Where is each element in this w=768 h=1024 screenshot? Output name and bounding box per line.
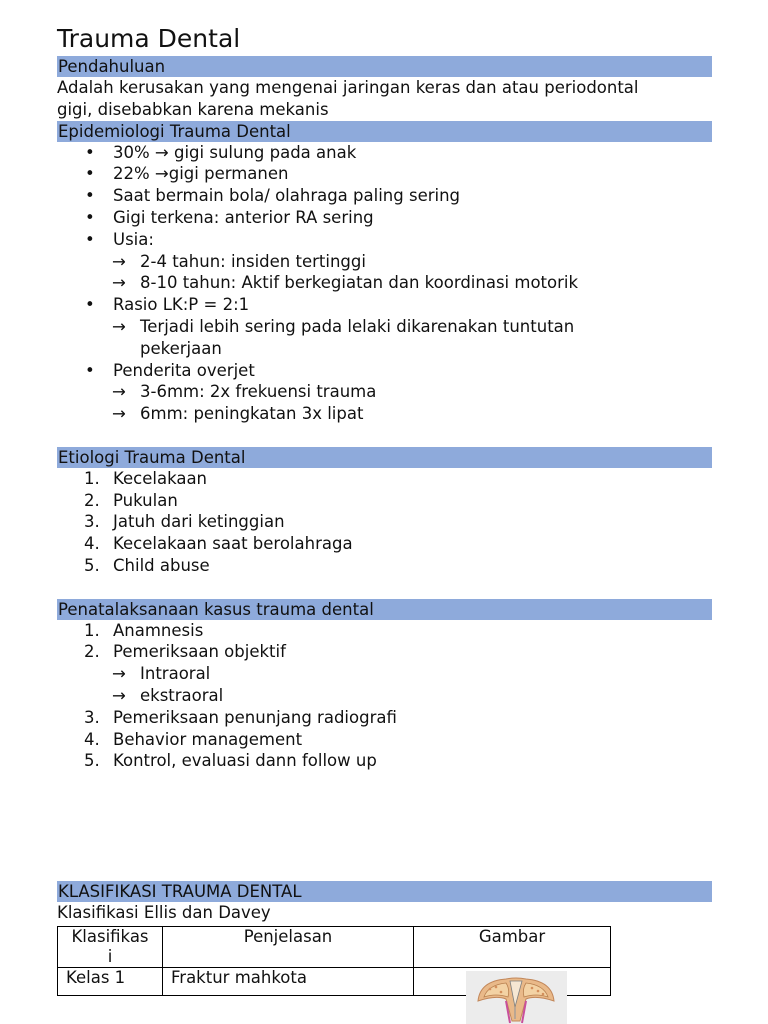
list-item <box>57 207 712 229</box>
list-item-text: Kecelakaan saat berolahraga <box>113 534 353 554</box>
sub-list-item <box>57 381 712 403</box>
list-item <box>57 229 712 251</box>
list-item-text: Gigi terkena: anterior RA sering <box>113 207 374 227</box>
arrow-marker: → <box>112 404 126 424</box>
list-item <box>57 729 712 751</box>
list-item <box>57 185 712 207</box>
list-item-text: 30% → gigi sulung pada anak <box>113 142 357 162</box>
spacer <box>57 577 712 599</box>
sub-list-item-text: 3-6mm: 2x frekuensi trauma <box>140 382 377 402</box>
list-item-text: Pemeriksaan penunjang radiografi <box>113 707 397 727</box>
list-item-text: Kontrol, evaluasi dann follow up <box>113 751 377 771</box>
list-item <box>57 490 712 512</box>
list-item <box>57 468 712 490</box>
number-marker: 1. <box>84 620 100 640</box>
list-item <box>57 555 712 577</box>
table-header-row <box>58 926 611 967</box>
sub-list-item <box>57 663 712 685</box>
table-header-gambar: Gambar <box>414 926 611 967</box>
list-item-text: Kecelakaan <box>113 468 208 488</box>
list-item-text: Saat bermain bola/ olahraga paling sering <box>113 186 461 206</box>
spacer <box>57 772 712 881</box>
header-text-line-1: Klasifikas <box>71 926 149 946</box>
number-marker: 5. <box>84 751 100 771</box>
tooth-fracture-image <box>466 971 567 1024</box>
list-item-text: Usia: <box>113 229 154 249</box>
sub-list-item-text: 8-10 tahun: Aktif berkegiatan dan koordinasi motorik <box>140 273 579 293</box>
list-item <box>57 641 712 663</box>
arrow-marker: → <box>112 316 126 336</box>
list-item <box>57 142 712 164</box>
pendahuluan-text-line-1: Adalah kerusakan yang mengenai jaringan keras dan atau periodontal <box>57 78 639 97</box>
bullet-marker: • <box>85 229 95 249</box>
arrow-marker: → <box>112 251 126 271</box>
number-marker: 4. <box>84 729 100 749</box>
list-item-text: Child abuse <box>113 555 210 575</box>
number-marker: 4. <box>84 534 100 554</box>
number-marker: 1. <box>84 468 100 488</box>
list-item <box>57 294 712 316</box>
sub-list-item-text: ekstraoral <box>140 685 224 705</box>
section-heading-pendahuluan: Pendahuluan <box>57 56 712 77</box>
number-marker: 2. <box>84 490 100 510</box>
sub-list-item-text: 6mm: peningkatan 3x lipat <box>140 404 364 424</box>
bullet-marker: • <box>85 142 95 162</box>
bullet-marker: • <box>85 360 95 380</box>
bullet-marker: • <box>85 207 95 227</box>
penatalaksanaan-list <box>57 620 712 773</box>
tooth-illustration <box>466 971 567 1024</box>
table-cell-penjelasan: Fraktur mahkota <box>163 967 414 995</box>
document-page <box>57 22 712 996</box>
list-item-text: 22% →gigi permanen <box>113 164 289 184</box>
sub-list-item-text: Terjadi lebih sering pada lelaki dikarenakan tuntutan <box>140 316 575 336</box>
number-marker: 3. <box>84 512 100 532</box>
number-marker: 2. <box>84 642 100 662</box>
list-item-text: Anamnesis <box>113 620 204 640</box>
pendahuluan-text-line-2: gigi, disebabkan karena mekanis <box>57 99 329 119</box>
sub-list-item-text: pekerjaan <box>140 338 222 358</box>
number-marker: 3. <box>84 707 100 727</box>
bullet-marker: • <box>85 164 95 184</box>
page-title: Trauma Dental <box>57 24 241 53</box>
bullet-marker: • <box>85 295 95 315</box>
sub-list-item-text: Intraoral <box>140 664 211 684</box>
list-item <box>57 620 712 642</box>
header-text-line-2: i <box>107 946 113 966</box>
epidemiologi-list <box>57 142 712 425</box>
list-item-text: Behavior management <box>113 729 303 749</box>
sub-list-item <box>57 316 712 338</box>
list-item <box>57 163 712 185</box>
section-heading-epidemiologi: Epidemiologi Trauma Dental <box>57 121 712 142</box>
arrow-marker: → <box>112 382 126 402</box>
sub-list-item <box>57 685 712 707</box>
sub-list-item <box>57 251 712 273</box>
list-item <box>57 360 712 382</box>
sub-list-item-text: 2-4 tahun: insiden tertinggi <box>140 251 366 271</box>
sub-list-item <box>57 403 712 425</box>
section-heading-penatalaksanaan: Penatalaksanaan kasus trauma dental <box>57 599 712 620</box>
list-item-text: Pemeriksaan objektif <box>113 642 286 662</box>
sub-list-item-continuation <box>57 338 712 360</box>
arrow-marker: → <box>112 273 126 293</box>
spacer <box>57 425 712 447</box>
arrow-marker: → <box>112 685 126 705</box>
list-item <box>57 533 712 555</box>
table-cell-kelas: Kelas 1 <box>58 967 163 995</box>
list-item-text: Penderita overjet <box>113 360 255 380</box>
bullet-marker: • <box>85 186 95 206</box>
section-heading-etiologi: Etiologi Trauma Dental <box>57 447 712 468</box>
klasifikasi-subheading: Klasifikasi Ellis dan Davey <box>57 903 271 923</box>
list-item-text: Jatuh dari ketinggian <box>113 512 285 532</box>
section-heading-klasifikasi: KLASIFIKASI TRAUMA DENTAL <box>57 881 712 902</box>
sub-list-item <box>57 272 712 294</box>
table-header-penjelasan: Penjelasan <box>163 926 414 967</box>
etiologi-list <box>57 468 712 577</box>
number-marker: 5. <box>84 555 100 575</box>
list-item <box>57 707 712 729</box>
list-item-text: Pukulan <box>113 490 178 510</box>
table-header-klasifikasi <box>58 926 163 967</box>
list-item <box>57 750 712 772</box>
list-item <box>57 511 712 533</box>
list-item-text: Rasio LK:P = 2:1 <box>113 295 250 315</box>
arrow-marker: → <box>112 664 126 684</box>
